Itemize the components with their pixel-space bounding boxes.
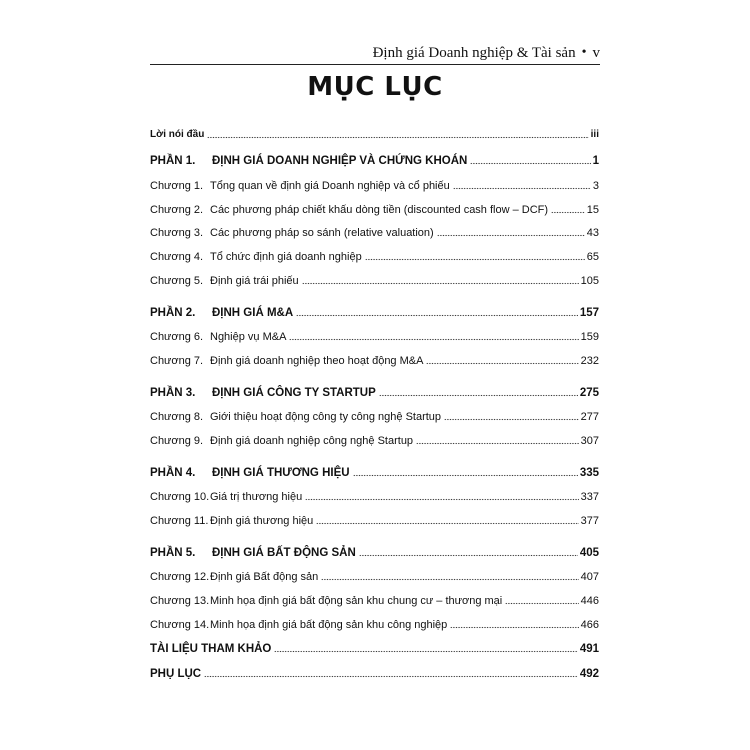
entry-page: 105: [580, 275, 599, 287]
entry-number: Chương 13.: [150, 595, 210, 607]
toc-entry-foreword: [150, 122, 599, 142]
dot-leader: [296, 313, 578, 317]
entry-title: Minh họa định giá bất động sản khu chung cư – thương mại: [210, 595, 503, 607]
dot-leader: [321, 577, 578, 581]
entry-page: 337: [580, 491, 599, 503]
entry-title: ĐỊNH GIÁ THƯƠNG HIỆU: [212, 467, 350, 479]
dot-leader: [416, 441, 579, 445]
entry-page: 446: [580, 595, 599, 607]
entry-title: Định giá doanh nghiệp công nghệ Startup: [210, 435, 414, 447]
entry-page: 275: [579, 387, 599, 399]
entry-page: 65: [586, 251, 599, 263]
entry-number: Chương 1.: [150, 180, 204, 192]
toc-entry-chapter-3: [150, 220, 599, 240]
entry-page: 159: [580, 331, 599, 343]
entry-title: Định giá Bất động sản: [210, 571, 319, 583]
entry-page: 491: [579, 643, 599, 655]
toc-entry-chapter-5: [150, 268, 599, 288]
entry-page: 466: [580, 619, 599, 631]
toc-entry-chapter-9: [150, 428, 599, 448]
toc-entry-chapter-10: [150, 484, 599, 504]
dot-leader: [505, 601, 578, 605]
toc-entry-chapter-7: [150, 348, 599, 368]
running-header: [150, 42, 600, 65]
entry-number: Chương 12.: [150, 571, 210, 583]
toc-entry-chapter-11: [150, 508, 599, 528]
dot-leader: [289, 337, 578, 341]
dot-leader: [551, 210, 585, 214]
dot-leader: [274, 649, 577, 653]
dot-leader: [450, 625, 578, 629]
entry-title: Định giá trái phiếu: [210, 275, 299, 287]
entry-title: Các phương pháp chiết khấu dòng tiền (discounted cash flow – DCF): [210, 204, 549, 216]
entry-number: PHẦN 5.: [150, 547, 196, 559]
entry-number: Chương 6.: [150, 331, 204, 343]
dot-leader: [353, 473, 578, 477]
entry-title: Định giá doanh nghiệp theo hoạt động M&A: [210, 355, 424, 367]
entry-page: 405: [579, 547, 599, 559]
entry-number: Chương 11.: [150, 515, 209, 527]
dot-leader: [305, 497, 578, 501]
entry-number: Chương 10.: [150, 491, 210, 503]
dot-leader: [204, 674, 578, 678]
entry-page: 1: [592, 155, 599, 167]
toc-entry-part-2: [150, 300, 599, 320]
entry-number: Chương 5.: [150, 275, 204, 287]
entry-title: ĐỊNH GIÁ DOANH NGHIỆP VÀ CHỨNG KHOÁN: [212, 155, 468, 167]
entry-number: PHẦN 3.: [150, 387, 196, 399]
dot-leader: [359, 553, 578, 557]
dot-leader: [453, 186, 591, 190]
entry-page: 157: [579, 307, 599, 319]
dot-leader: [379, 393, 578, 397]
dot-leader: [316, 521, 578, 525]
entry-title: Lời nói đầu: [150, 129, 205, 140]
toc-entry-chapter-14: [150, 612, 599, 632]
entry-page: 335: [579, 467, 599, 479]
entry-title: TÀI LIỆU THAM KHẢO: [150, 643, 272, 655]
entry-title: PHỤ LỤC: [150, 668, 202, 680]
toc-entry-chapter-13: [150, 588, 599, 608]
header-bullet: •: [581, 45, 587, 60]
entry-number: Chương 3.: [150, 227, 204, 239]
entry-number: Chương 2.: [150, 204, 204, 216]
entry-page: 15: [586, 204, 599, 216]
entry-title: ĐỊNH GIÁ CÔNG TY STARTUP: [212, 387, 376, 399]
entry-page: 232: [580, 355, 599, 367]
entry-page: iii: [590, 129, 599, 140]
toc-entry-part-5: [150, 540, 599, 560]
entry-title: Nghiệp vụ M&A: [210, 331, 287, 343]
entry-number: Chương 9.: [150, 435, 204, 447]
page-number: v: [592, 44, 600, 61]
toc-entry-chapter-4: [150, 244, 599, 264]
page-title: MỤC LỤC: [307, 72, 443, 102]
entry-page: 3: [592, 180, 599, 192]
entry-title: Các phương pháp so sánh (relative valuation): [210, 227, 434, 239]
dot-leader: [365, 257, 585, 261]
entry-title: Tổng quan về định giá Doanh nghiệp và cổ phiếu: [210, 180, 450, 192]
entry-number: PHẦN 4.: [150, 467, 196, 479]
toc-entry-part-3: [150, 380, 599, 400]
entry-number: Chương 7.: [150, 355, 204, 367]
entry-number: Chương 8.: [150, 411, 204, 423]
toc-entry-chapter-6: [150, 324, 599, 344]
toc-entry-part-4: [150, 460, 599, 480]
entry-number: Chương 4.: [150, 251, 204, 263]
entry-page: 43: [586, 227, 599, 239]
dot-leader: [426, 361, 578, 365]
toc-entry-chapter-2: [150, 197, 599, 217]
dot-leader: [444, 417, 579, 421]
entry-title: Định giá thương hiệu: [210, 515, 314, 527]
entry-page: 377: [580, 515, 599, 527]
toc-entry-part-1: [150, 148, 599, 168]
dot-leader: [207, 135, 588, 139]
dot-leader: [470, 161, 590, 165]
entry-page: 492: [579, 668, 599, 680]
entry-page: 307: [580, 435, 599, 447]
toc-entry-chapter-1: [150, 173, 599, 193]
entry-title: Giới thiệu hoạt động công ty công nghệ Startup: [210, 411, 442, 423]
entry-page: 277: [580, 411, 599, 423]
entry-title: ĐỊNH GIÁ BẤT ĐỘNG SẢN: [212, 547, 356, 559]
entry-page: 407: [580, 571, 599, 583]
book-title: Định giá Doanh nghiệp & Tài sản: [372, 44, 576, 61]
toc-entry-chapter-12: [150, 564, 599, 584]
dot-leader: [437, 233, 585, 237]
dot-leader: [302, 281, 579, 285]
entry-number: PHẦN 2.: [150, 307, 196, 319]
toc-entry-appendix: [150, 661, 599, 681]
entry-title: Minh họa định giá bất động sản khu công nghiệp: [210, 619, 448, 631]
entry-title: Giá trị thương hiệu: [210, 491, 303, 503]
entry-title: ĐỊNH GIÁ M&A: [212, 307, 294, 319]
entry-title: Tổ chức định giá doanh nghiệp: [210, 251, 362, 263]
toc-entry-references: [150, 636, 599, 656]
entry-number: Chương 14.: [150, 619, 210, 631]
toc-entry-chapter-8: [150, 404, 599, 424]
entry-number: PHẦN 1.: [150, 155, 196, 167]
